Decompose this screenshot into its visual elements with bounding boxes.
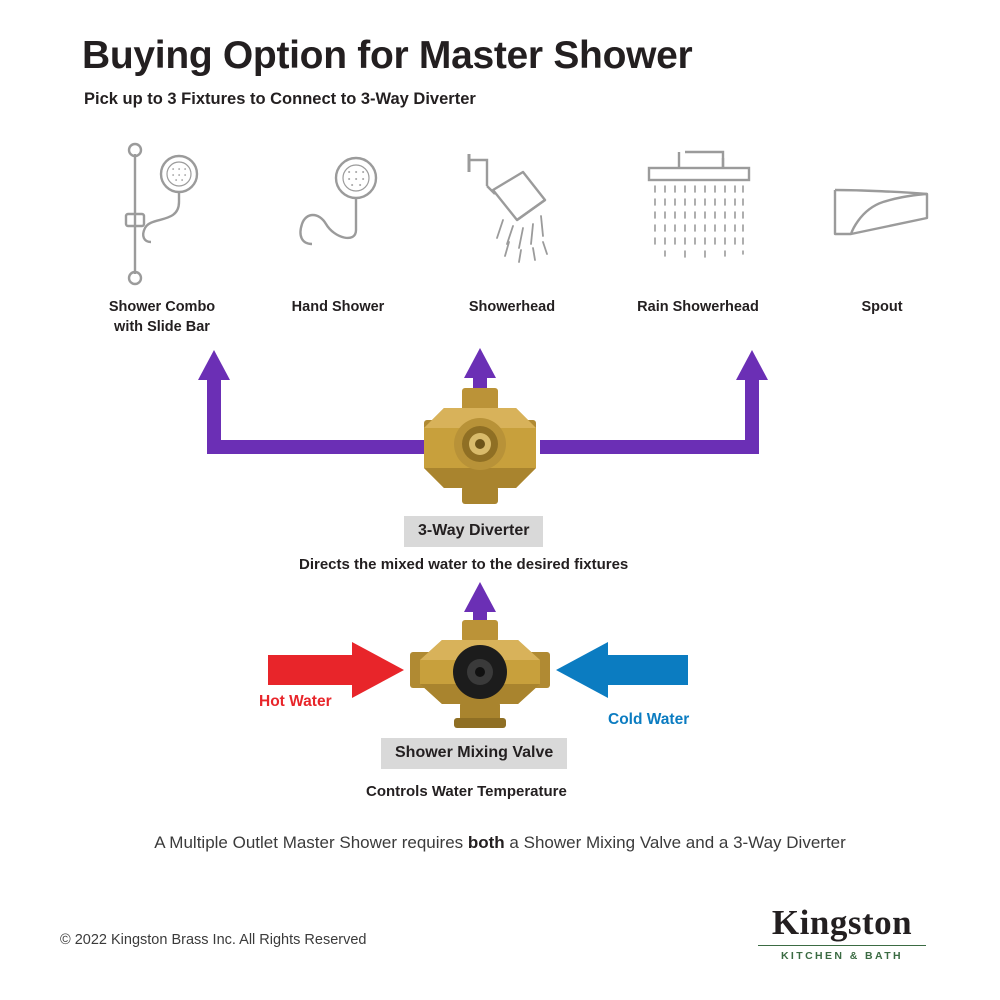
fixture-label: Hand Shower [291, 299, 385, 315]
mixing-valve-note: Controls Water Temperature [366, 783, 567, 800]
page-title: Buying Option for Master Shower [82, 34, 693, 77]
fixture-spout[interactable] [792, 138, 972, 348]
fixture-label: Shower Combo with Slide Bar [108, 299, 216, 335]
fixture-shower-combo-with-slide-bar[interactable] [72, 138, 252, 348]
fixture-label: Showerhead [468, 299, 556, 315]
rain-showerhead-icon [608, 138, 788, 288]
fixture-options-row [40, 138, 960, 348]
footnote [0, 833, 1000, 853]
three-way-diverter-valve [424, 388, 536, 504]
hot-water-label: Hot Water [259, 693, 332, 710]
footnote-part1: A Multiple Outlet Master Shower requires [154, 833, 468, 852]
spout-icon [792, 138, 972, 288]
footnote-part2: a Shower Mixing Valve and a 3-Way Diverter [504, 833, 846, 852]
showerhead-icon [422, 138, 602, 288]
page-subtitle: Pick up to 3 Fixtures to Connect to 3-Way Diverter [84, 90, 476, 108]
fixture-label: Rain Showerhead [637, 299, 759, 315]
fixture-hand-shower[interactable] [248, 138, 428, 348]
hand-shower-icon [248, 138, 428, 288]
copyright-text: © 2022 Kingston Brass Inc. All Rights Reserved [60, 932, 367, 948]
diverter-note: Directs the mixed water to the desired fixtures [299, 556, 629, 573]
fixture-label: Spout [861, 299, 903, 315]
mixing-to-diverter-arrow [464, 582, 496, 644]
footnote-bold: both [467, 833, 505, 852]
brand-divider [758, 945, 926, 946]
cold-water-label: Cold Water [608, 711, 690, 728]
diverter-chip: 3-Way Diverter [404, 516, 543, 547]
mixing-valve-chip: Shower Mixing Valve [381, 738, 567, 769]
diverter-outlet-arrows [198, 348, 768, 454]
brand-name: Kingston [771, 903, 913, 942]
fixture-showerhead[interactable] [422, 138, 602, 348]
cold-water-arrow [556, 642, 688, 698]
shower-mixing-valve [410, 620, 550, 728]
brand-logo [742, 905, 942, 962]
brand-tagline: KITCHEN & BATH [780, 950, 904, 962]
fixture-rain-showerhead[interactable] [608, 138, 788, 348]
shower-combo-icon [72, 138, 252, 288]
hot-water-arrow [268, 642, 404, 698]
